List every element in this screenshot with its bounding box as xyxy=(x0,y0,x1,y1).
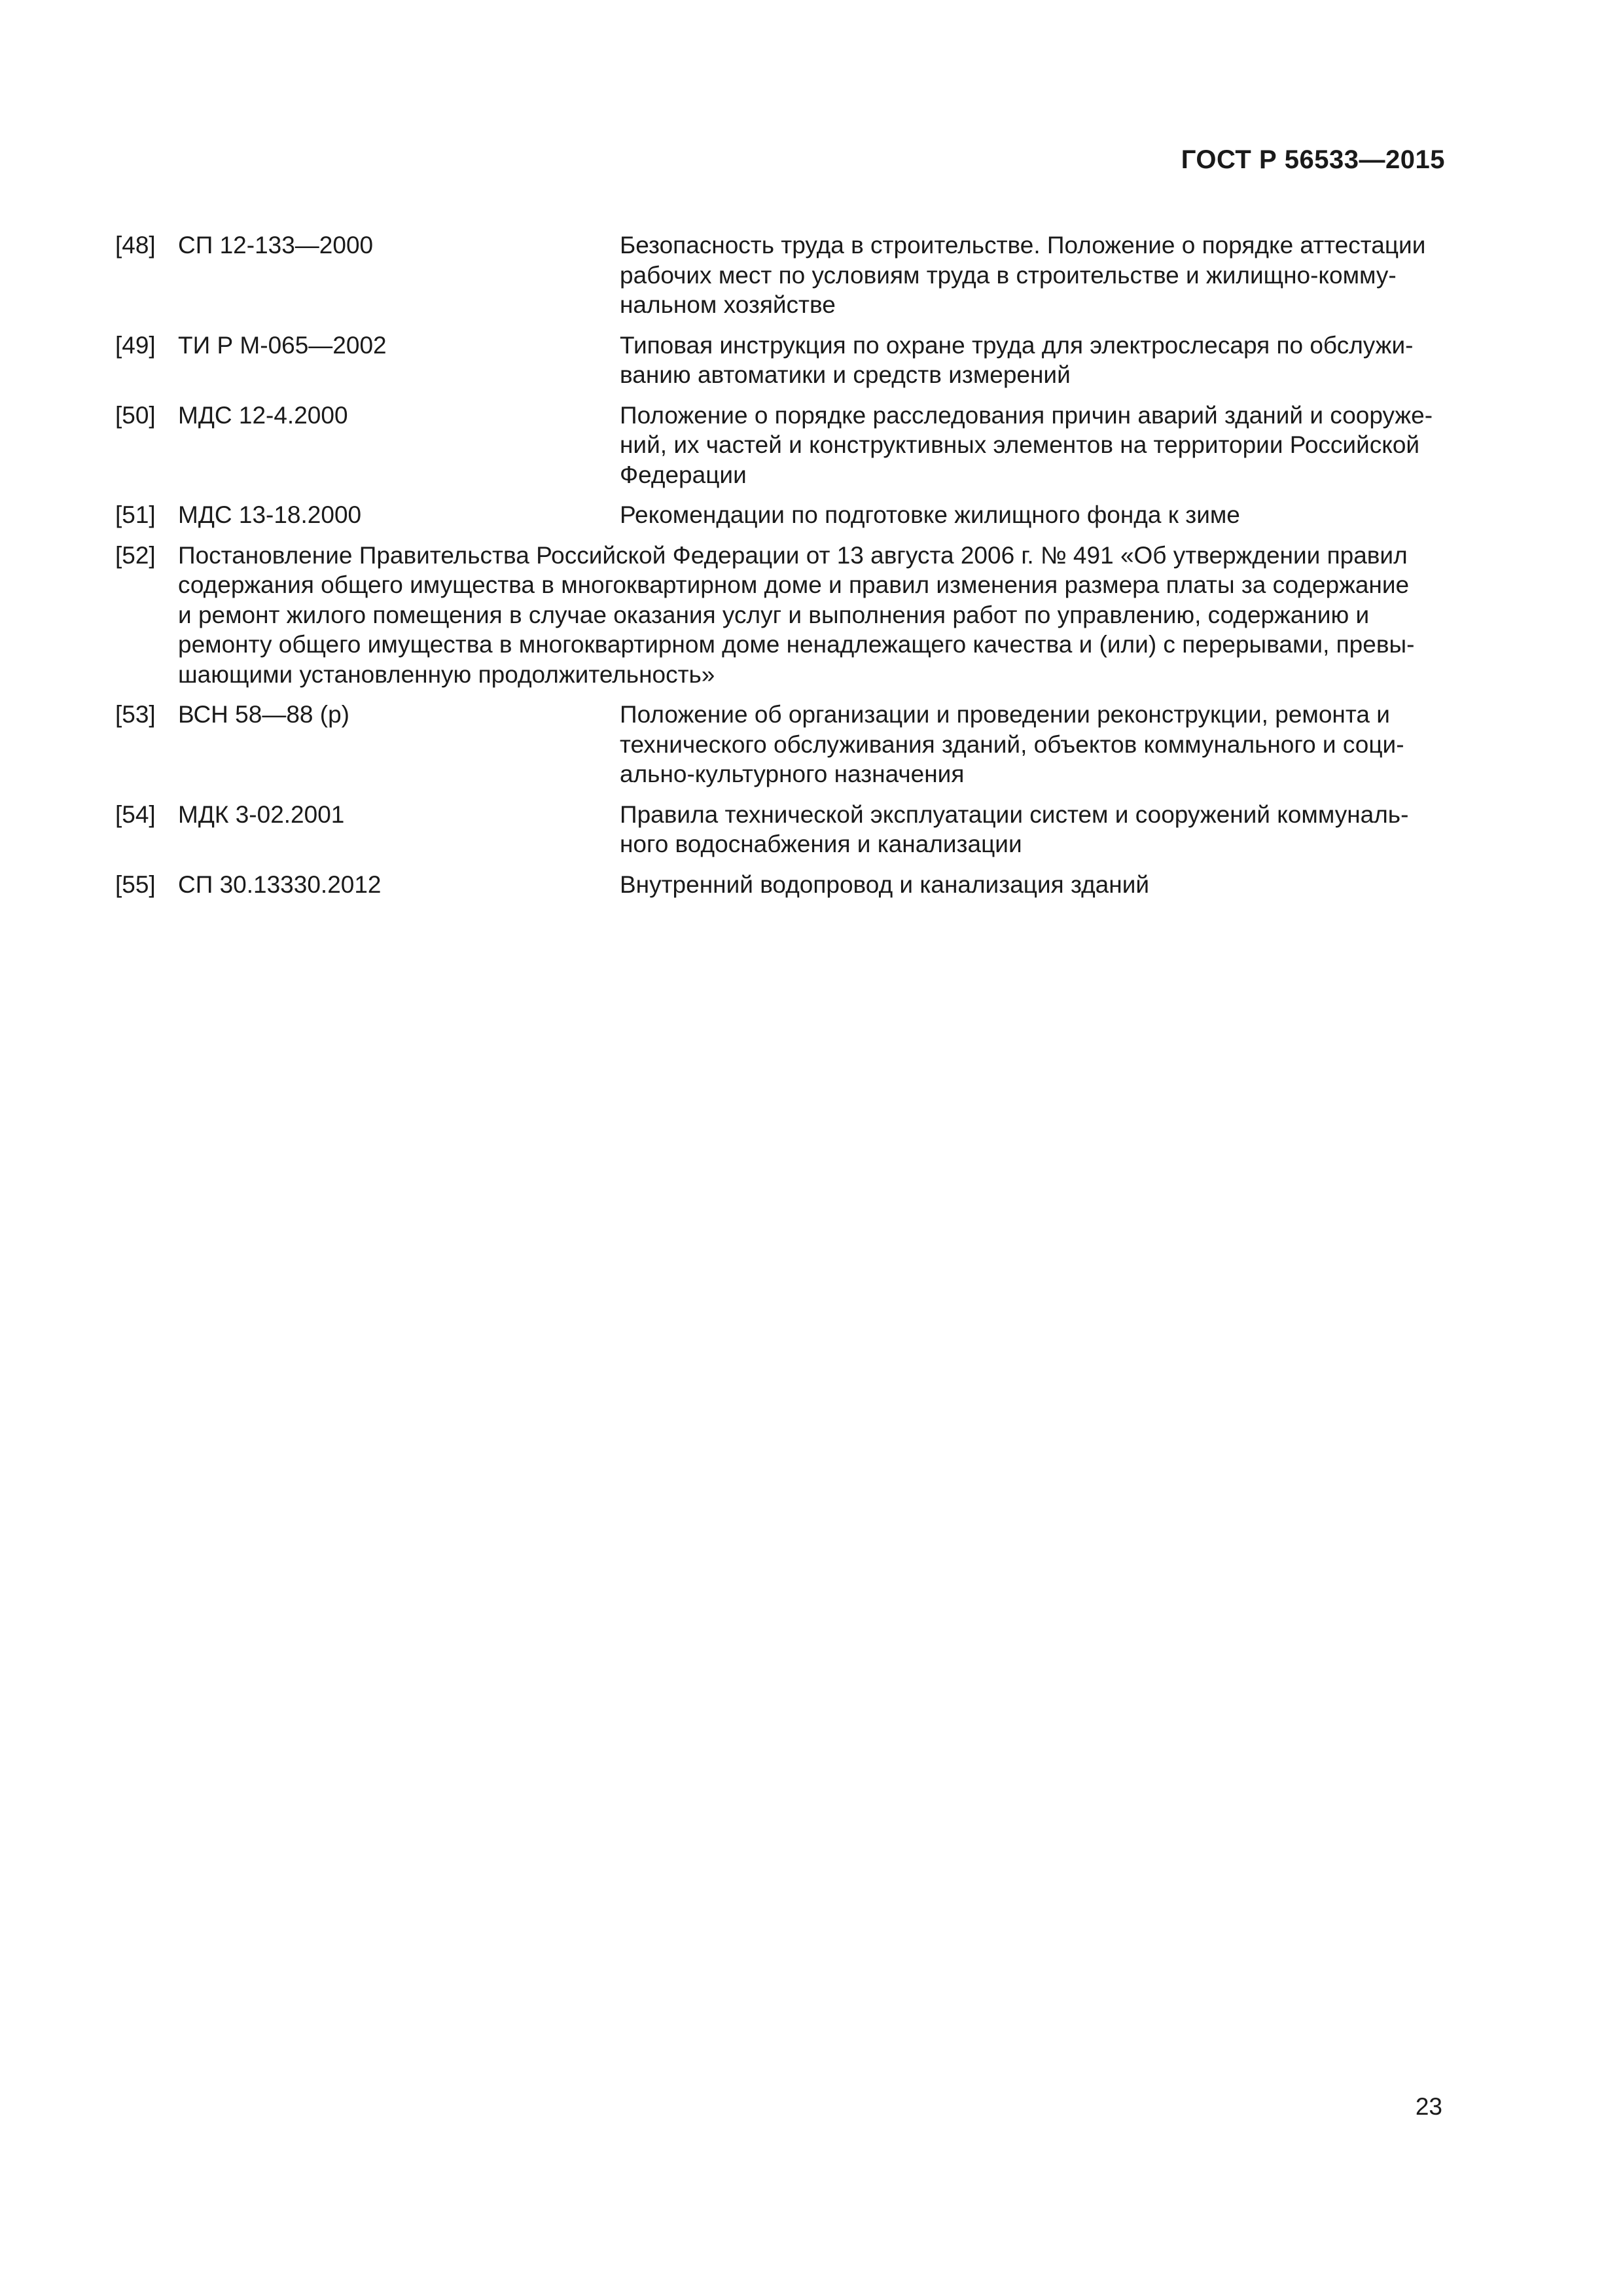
document-id: ГОСТ Р 56533—2015 xyxy=(1181,145,1445,174)
reference-code: ТИ Р М-065—2002 xyxy=(178,331,387,359)
text-line: Постановление Правительства Российской Федерации от 13 августа 2006 г. № 491 «Об утверждении правил xyxy=(178,541,1408,569)
text-line: ванию автоматики и средств измерений xyxy=(620,361,1071,388)
text-line: технического обслуживания зданий, объектов коммунального и соци- xyxy=(620,730,1404,758)
reference-title xyxy=(620,800,1445,859)
text-line: содержания общего имущества в многоквартирном доме и правил изменения размера платы за содержание xyxy=(178,571,1410,598)
reference-number: [55] xyxy=(115,870,156,898)
text-line: ного водоснабжения и канализации xyxy=(620,831,1022,857)
reference-code: СП 12-133—2000 xyxy=(178,232,374,259)
text-line: ний, их частей и конструктивных элементов на территории Российской xyxy=(620,431,1420,458)
reference-code: МДС 12-4.2000 xyxy=(178,401,348,429)
text-line: ально-культурного назначения xyxy=(620,761,965,787)
reference-title xyxy=(620,230,1445,320)
reference-title xyxy=(620,401,1445,490)
reference-title xyxy=(620,700,1445,789)
text-line: Типовая инструкция по охране труда для электрослесаря по обслужи- xyxy=(620,331,1414,359)
reference-title xyxy=(620,500,1445,530)
text-line: Положение об организации и проведении реконструкции, ремонта и xyxy=(620,701,1390,728)
reference-item xyxy=(115,700,1445,789)
text-line: ремонту общего имущества в многоквартирном доме ненадлежащего качества и (или) с перерывами, превы- xyxy=(178,631,1415,658)
reference-number: [53] xyxy=(115,701,156,728)
text-line: и ремонт жилого помещения в случае оказания услуг и выполнения работ по управлению, содержанию и xyxy=(178,601,1370,628)
text-line: Положение о порядке расследования причин аварий зданий и сооруже- xyxy=(620,401,1433,429)
reference-code: МДС 13-18.2000 xyxy=(178,501,362,528)
reference-item xyxy=(115,500,1445,530)
reference-number: [50] xyxy=(115,401,156,429)
page-number: 23 xyxy=(1415,2093,1442,2120)
reference-item xyxy=(115,230,1445,320)
text-line: рабочих мест по условиям труда в строительстве и жилищно-комму- xyxy=(620,261,1397,289)
text-line: шающими установленную продолжительность» xyxy=(178,660,715,688)
reference-item xyxy=(115,800,1445,859)
reference-title xyxy=(620,331,1445,390)
text-line: Правила технической эксплуатации систем и сооружений коммуналь- xyxy=(620,800,1409,828)
text-line: Федерации xyxy=(620,461,747,488)
reference-number: [48] xyxy=(115,232,156,259)
bibliography-list xyxy=(115,230,1445,910)
reference-full-text xyxy=(178,541,1445,690)
reference-number: [52] xyxy=(115,541,156,569)
reference-item xyxy=(115,541,1445,690)
text-line: нальном хозяйстве xyxy=(620,291,836,318)
reference-number: [51] xyxy=(115,501,156,528)
reference-code: ВСН 58—88 (р) xyxy=(178,701,349,728)
reference-number: [49] xyxy=(115,331,156,359)
reference-item xyxy=(115,401,1445,490)
text-line: Внутренний водопровод и канализация зданий xyxy=(620,870,1150,898)
reference-item xyxy=(115,331,1445,390)
reference-number: [54] xyxy=(115,800,156,828)
text-line: Безопасность труда в строительстве. Положение о порядке аттестации xyxy=(620,232,1426,259)
reference-title xyxy=(620,870,1445,900)
reference-code: МДК 3-02.2001 xyxy=(178,800,345,828)
reference-item xyxy=(115,870,1445,900)
reference-code: СП 30.13330.2012 xyxy=(178,870,382,898)
text-line: Рекомендации по подготовке жилищного фонда к зиме xyxy=(620,501,1240,528)
